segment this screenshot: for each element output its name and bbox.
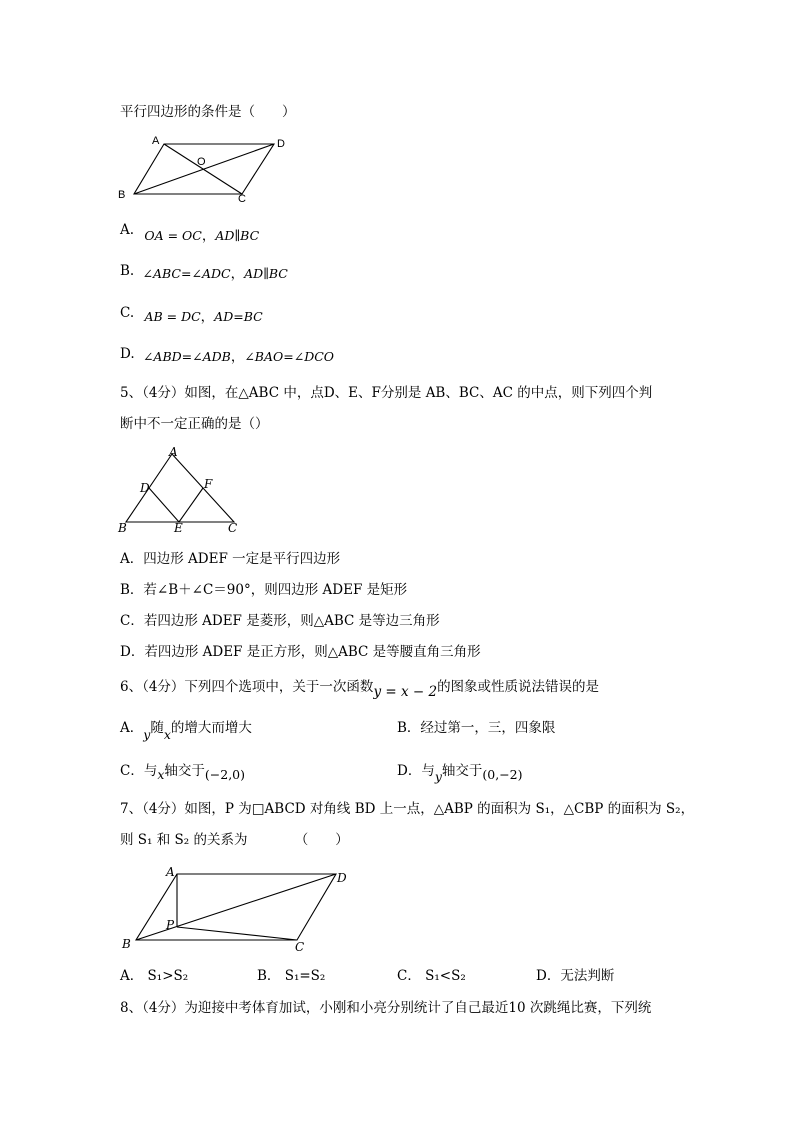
q5-label-e: E bbox=[174, 521, 183, 535]
q7-parallelogram-figure bbox=[114, 860, 359, 955]
q4-option-d-math2: ∠BAO=∠DCO bbox=[244, 349, 335, 364]
q5-label-f: F bbox=[204, 477, 213, 491]
q7-segment-pc bbox=[177, 927, 297, 940]
q4-option-c-math2: AD=BC bbox=[214, 309, 263, 324]
q6-option-a-mid: 随 bbox=[150, 720, 164, 736]
q6-option-d-mid: 轴交于 bbox=[441, 763, 483, 779]
q7-option-c: C． S₁<S₂ bbox=[397, 968, 466, 984]
q5-label-b: B bbox=[118, 521, 127, 535]
q4-option-a-letter: A. bbox=[120, 222, 135, 238]
q6-option-d-pre: D．与 bbox=[397, 763, 435, 779]
q4-option-b-letter: B. bbox=[120, 263, 135, 279]
q4-label-d: D bbox=[277, 138, 285, 150]
q4-option-b-math: ∠ABC=∠ADC bbox=[142, 266, 231, 281]
q4-option-c-letter: C. bbox=[120, 305, 135, 321]
q5-stem-line1: 5、（4分）如图，在△ABC 中，点D、E、F分别是 AB、BC、AC 的中点，则下列四个判 bbox=[120, 385, 653, 401]
q7-stem-line1: 7、（4分）如图，P 为□ABCD 对角线 BD 上一点，△ABP 的面积为 S₁，△CBP 的面积为 S₂， bbox=[120, 801, 695, 817]
q5-option-a: A．四边形 ADEF 一定是平行四边形 bbox=[120, 551, 341, 567]
q4-label-b: B bbox=[118, 189, 126, 201]
q6-option-d-y: y bbox=[434, 769, 442, 784]
q8-stem-line1: 8、（4分）为迎接中考体育加试，小刚和小亮分别统计了自己最近10 次跳绳比赛，下列统 bbox=[120, 1000, 652, 1016]
q5-midsegments bbox=[149, 488, 203, 522]
q4-option-a bbox=[120, 221, 260, 244]
q4-option-b-sep: ， bbox=[230, 266, 245, 282]
q4-option-d bbox=[120, 345, 334, 363]
q4-option-a-sep: ， bbox=[201, 228, 216, 244]
q7-label-p: P bbox=[166, 918, 175, 932]
q5-option-c: C．若四边形 ADEF 是菱形，则△ABC 是等边三角形 bbox=[120, 613, 440, 629]
q6-option-a-letter: A． bbox=[120, 720, 144, 736]
q4-parallelogram-figure bbox=[114, 132, 294, 204]
q5-label-d: D bbox=[140, 481, 150, 495]
q5-triangle-figure bbox=[114, 446, 249, 536]
q7-option-d: D．无法判断 bbox=[536, 968, 615, 984]
q7-label-b: B bbox=[122, 937, 131, 951]
q6-stem-math: y = x − 2 bbox=[373, 684, 438, 700]
q7-label-a: A bbox=[166, 865, 175, 879]
q5-stem-line2: 断中不一定正确的是（） bbox=[120, 416, 269, 432]
q4-stem: 平行四边形的条件是（ ） bbox=[120, 104, 296, 120]
q4-option-c bbox=[120, 304, 263, 325]
q4-option-b bbox=[120, 262, 288, 280]
q7-option-a: A． S₁>S₂ bbox=[120, 968, 189, 984]
q4-option-b-math2: AD∥BC bbox=[244, 266, 288, 281]
q6-option-d-point: (0,−2) bbox=[482, 767, 523, 782]
q6-option-c-pre: C．与 bbox=[120, 763, 158, 779]
q4-option-c-sep: ， bbox=[200, 309, 215, 325]
q6-option-c-point: (−2,0) bbox=[204, 767, 246, 782]
q7-label-c: C bbox=[295, 940, 305, 954]
q7-stem-line2: 则 S₁ 和 S₂ 的关系为 （ ） bbox=[120, 832, 349, 848]
q6-option-a-post: 的增大而增大 bbox=[170, 720, 252, 736]
q5-option-d: D．若四边形 ADEF 是正方形，则△ABC 是等腰直角三角形 bbox=[120, 644, 481, 660]
q6-option-a-y: y bbox=[143, 727, 151, 742]
q7-option-b: B． S₁=S₂ bbox=[257, 968, 326, 984]
q4-label-o: O bbox=[197, 156, 206, 168]
q5-label-c: C bbox=[228, 521, 238, 535]
q4-option-d-sep: ， bbox=[230, 349, 245, 365]
q5-label-a: A bbox=[169, 446, 178, 459]
q6-stem-post: 的图象或性质说法错误的是 bbox=[437, 679, 600, 695]
q4-option-c-math: AB = DC bbox=[144, 309, 201, 324]
q6-option-a-x: x bbox=[163, 727, 171, 742]
q6-option-c-x: x bbox=[157, 767, 165, 782]
q6-stem-pre: 6、（4分）下列四个选项中，关于一次函数 bbox=[120, 679, 374, 695]
q4-option-d-math: ∠ABD=∠ADB bbox=[142, 349, 231, 364]
q6-option-c bbox=[120, 762, 245, 780]
q4-label-c: C bbox=[238, 193, 246, 204]
q6-option-c-mid: 轴交于 bbox=[164, 763, 205, 779]
q4-label-a: A bbox=[152, 135, 160, 147]
q6-option-b: B．经过第一，三，四象限 bbox=[397, 720, 556, 736]
q7-label-d: D bbox=[337, 871, 347, 885]
q5-option-b: B．若∠B＋∠C＝90°，则四边形 ADEF 是矩形 bbox=[120, 582, 408, 598]
q6-option-d bbox=[397, 762, 523, 784]
q4-option-a-math: OA = OC bbox=[144, 228, 202, 243]
q6-stem bbox=[120, 678, 600, 700]
q4-option-d-letter: D. bbox=[120, 346, 135, 362]
q6-option-a bbox=[120, 719, 252, 742]
q4-diagonal-bd bbox=[134, 144, 274, 194]
q4-option-a-math2: AD∥BC bbox=[215, 228, 260, 243]
